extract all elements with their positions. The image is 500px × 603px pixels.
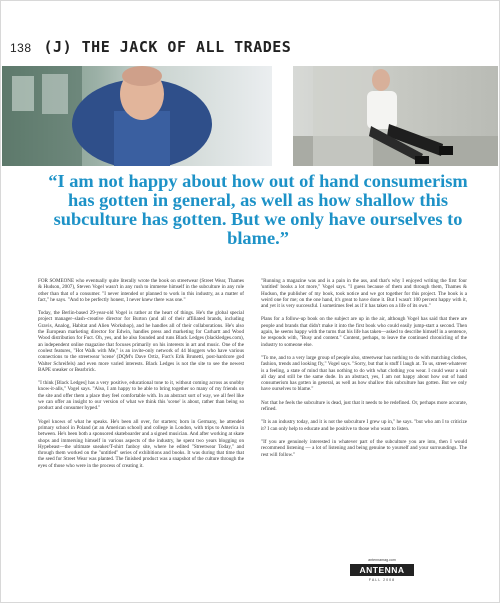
magazine-footer: [350, 558, 414, 582]
article-paragraph: "To me, and to a very large group of people also, streetwear has nothing to do with matching clothes, fashion, trends and looking fly," Vogel says. "Sorry, but that is stuff I laugh at. To us, street-whatever is a feeling, a state of mind that has nothing to do with what clothing you wear. I could wear a suit all day and still be the same dude. In an abstract, yes, I am not happy about how out of hand consumerism has gotten in general, as well as how shallow this subculture has gotten. But we only have ourselves to blame.": [261, 354, 467, 393]
article-paragraph: "I think [Black Ledges] has a very positive, educational tone to it, without coming across as snobby know-it-alls," Vogel says. "Also, I am happy to be able to bring together so many of my friends on the site and offer them a place they feel comfortable with. In an abstract sort of way, we all feel like we can offer an insight to our version of what we think this 'scene' is about, rather than being so product and consumer hyped.": [38, 380, 244, 412]
article-paragraph: Today, the Berlin-based 29-year-old Vogel is rather at the heart of things. He's the global special project manager–slash–creative director for Burton (and all of their affiliated brands, including Gravis, Analog, Habitat and Alien Workshop), and he handles all of their collaborations. He's also the European marketing director for Edwin, handles press and marketing for Carhartt and Wood Wood distribution for Fuct. Oh, yes, and he also founded and runs Black Ledges (blackledges.com), an independent online magazine that focuses primarily on his interests in art and music. One of the coolest features, "Hot Walk with Me," is an invite-only network of 44 bloggers who have various connections to the streetwear 'scene' (DQM's Dave Ortiz, Fuct's Erik Brunetti, post-hardcore god Walter Schreifels) and even more varied interests. Black Ledges is not the site to see the newest BAPE sneaker or Bearbrick.: [38, 310, 244, 373]
footer-issue: FALL 2008: [368, 578, 396, 582]
article-paragraph: "Running a magazine was and is a pain in the ass, and that's why I enjoyed writing the first four 'untitled' books a lot more," Vogel says. "I guess because of them and through them, Thames & Hudson, the publisher of my book, took notice and we got together for this project. The book is a weird one for me; on the one hand, it's great to have done it. But I wasn't 100 percent happy with it, and yet it is very successful. I sometimes feel as if it has taken on a life of its own.": [261, 278, 467, 310]
article-paragraph: Not that he feels the subculture is dead, just that it needs to be redefined. Or, perhaps more accurate, refined.: [261, 399, 467, 413]
page-header: [10, 38, 291, 58]
portrait-left-illustration: [2, 66, 272, 166]
portrait-photo-right: [293, 66, 498, 166]
article-column-left: [38, 278, 244, 476]
pull-quote: “I am not happy about how out of hand consumerism has gotten in general, as well as how shallow this subculture has gotten. But we only have ourselves to blame.”: [48, 171, 468, 248]
antenna-logo: ANTENNA: [350, 564, 414, 576]
article-paragraph: FOR SOMEONE who eventually quite literally wrote the book on streetwear (Street Wear, Thames & Hudson, 2007), Steven Vogel wasn't in any rush to immerse himself in the subculture in any role other than that of a consumer. "I never intended or planned to work in this industry, as a matter of fact," he says. "And to be perfectly honest, I never knew there was one.": [38, 278, 244, 303]
footer-url: antennamag.com: [368, 558, 396, 562]
article-column-right: [261, 278, 467, 465]
article-paragraph: Vogel knows of what he speaks. He's been all over, for starters; born in Germany, he attended primary school in Poland (at an American school) and college in London, with trips to America in between. He's been both a sponsored skateboarder and a signed musician. And after working at skate shops and immersing himself in various aspects of the industry, he spent two years blogging on Hypebeast—the ultimate sneaker/T-shirt fanboy site, where he edited "Streetwear Today," and through them worked on the "untitled" series of exhibitions and books. It was during that time that the seed for Street Wear was planted. The finished product was a snapshot of the culture through the eyes of those who were in the process of creating it.: [38, 418, 244, 469]
portrait-photo-left: [2, 66, 272, 166]
article-paragraph: "If you are genuinely interested in whatever part of the subculture you are into, then I would recommend listening — a lot of listening and being genuine to yourself and your surroundings. The rest will follow.": [261, 438, 467, 458]
article-paragraph: Plans for a follow-up book on the subject are up in the air, although Vogel has said that there are people and brands that didn't make it into the first book who could easily jump-start a second. Then again, he seems happy with the turns that his life has taken—asked to describe himself in a sentence, he responds with, "Busy and content." Content, perhaps, to leave the continued chronicling of the industry to someone else.: [261, 316, 467, 348]
article-paragraph: "It is an industry today, and it is not the subculture I grew up in," he says. "but who am I to criticize it? I can only help to educate and be positive to those who want to listen.: [261, 419, 467, 432]
section-title: (J) THE JACK OF ALL TRADES: [43, 38, 292, 56]
page-number: 138: [10, 41, 32, 55]
portrait-right-illustration: [293, 66, 498, 166]
